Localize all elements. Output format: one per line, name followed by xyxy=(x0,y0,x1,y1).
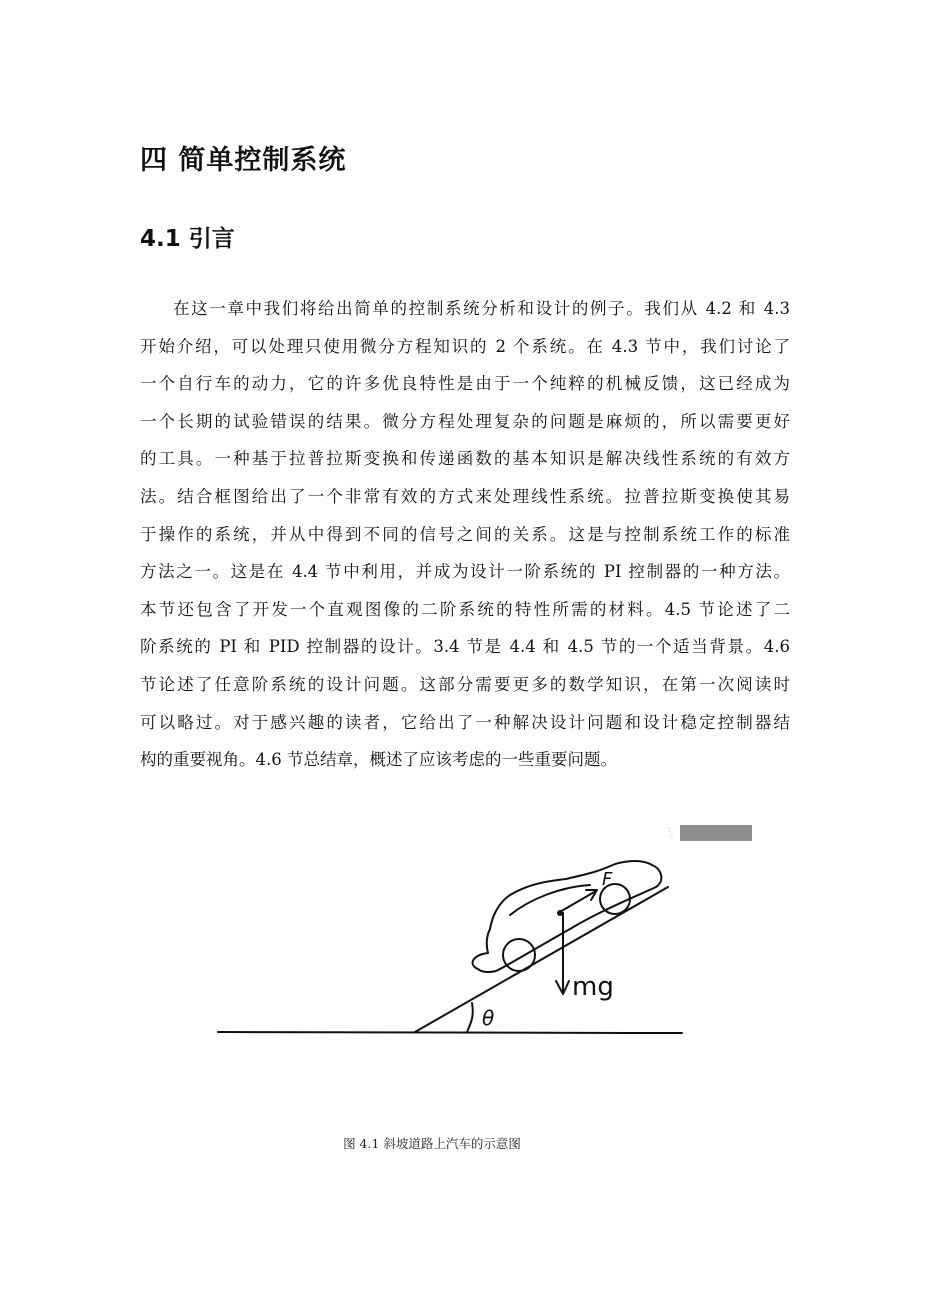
paragraph-line: 阶系统的 PI 和 PID 控制器的设计。3.4 节是 4.4 和 4.5 节的一个适当背景。4.6 xyxy=(140,637,790,657)
paragraph-line: 一个自行车的动力，它的许多优良特性是由于一个纯粹的机械反馈，这已经成为 xyxy=(140,374,790,394)
angle-label: θ xyxy=(482,1006,495,1030)
paragraph-line: 的工具。一种基于拉普拉斯变换和传递函数的基本知识是解决线性系统的有效方 xyxy=(140,449,790,469)
angle-arc xyxy=(467,1003,473,1032)
weight-label: mg xyxy=(572,972,614,1002)
paragraph-line: 构的重要视角。4.6 节总结章，概述了应该考虑的一些重要问题。 xyxy=(140,750,617,770)
center-of-mass-dot xyxy=(558,911,562,915)
paragraph-line: 本节还包含了开发一个直观图像的二阶系统的特性所需的材料。4.5 节论述了二 xyxy=(140,599,790,619)
force-arrow xyxy=(558,891,596,913)
paragraph-line: 一个长期的试验错误的结果。微分方程处理复杂的问题是麻烦的，所以需要更好 xyxy=(140,411,790,431)
car-on-slope-figure xyxy=(210,845,690,1045)
paragraph-line: 可以略过。对于感兴趣的读者，它给出了一种解决设计问题和设计稳定控制器结 xyxy=(140,712,790,732)
rear-wheel xyxy=(503,939,535,971)
slope-line xyxy=(415,887,668,1032)
paragraph-line: 法。结合框图给出了一个非常有效的方式来处理线性系统。拉普拉斯变换使其易 xyxy=(140,486,790,506)
chapter-title: 四 简单控制系统 xyxy=(140,145,347,176)
paragraph-line: 于操作的系统，并从中得到不同的信号之间的关系。这是与控制系统工作的标准 xyxy=(140,524,790,544)
scan-artifact-mark: :· ·: xyxy=(668,825,674,841)
section-title: 4.1 引言 xyxy=(140,226,235,252)
figure-caption: 图 4.1 斜坡道路上汽车的示意图 xyxy=(343,1136,521,1151)
paragraph-line: 节论述了任意阶系统的设计问题。这部分需要更多的数学知识，在第一次阅读时 xyxy=(140,674,790,694)
paragraph-line: 开始介绍，可以处理只使用微分方程知识的 2 个系统。在 4.3 节中，我们讨论了 xyxy=(140,336,790,356)
redaction-bar xyxy=(680,825,752,841)
intro-paragraph xyxy=(140,290,790,779)
car-body xyxy=(473,861,662,972)
ground-line xyxy=(218,1032,682,1033)
force-label: F xyxy=(602,869,613,890)
paragraph-line: 在这一章中我们将给出简单的控制系统分析和设计的例子。我们从 4.2 和 4.3 xyxy=(173,299,790,318)
paragraph-line: 方法之一。这是在 4.4 节中利用，并成为设计一阶系统的 PI 控制器的一种方法。 xyxy=(140,562,790,582)
